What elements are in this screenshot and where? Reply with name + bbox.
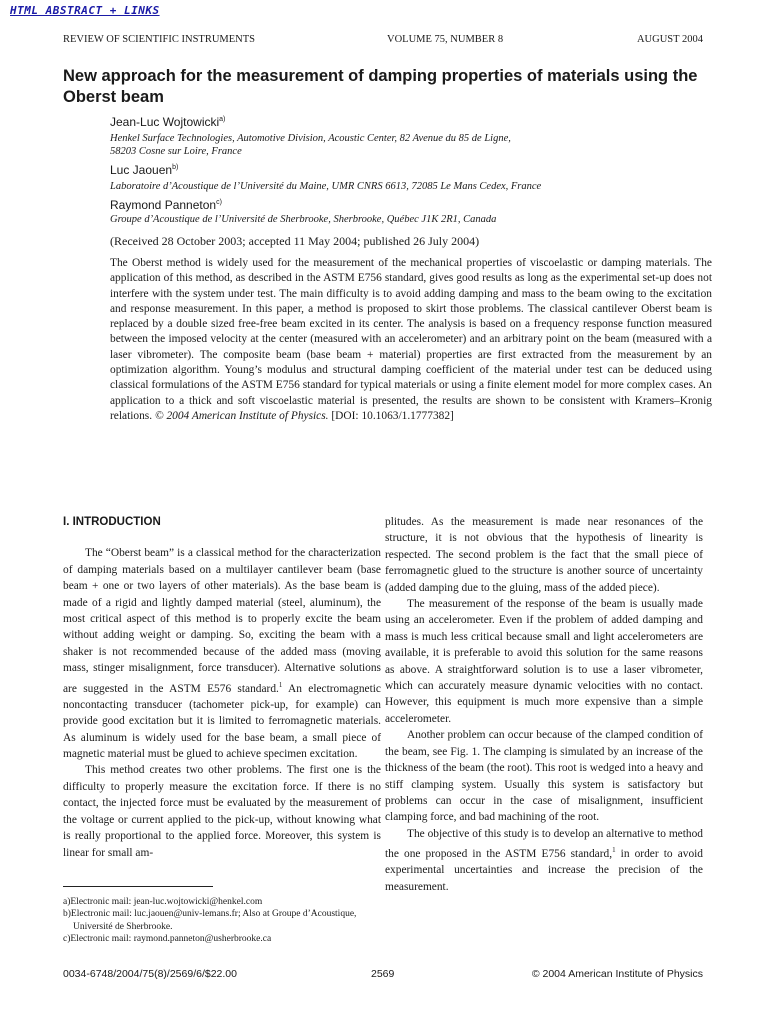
footer-copyright: © 2004 American Institute of Physics	[531, 968, 703, 980]
article-code: 0034-6748/2004/75(8)/2569/6/$22.00	[63, 968, 237, 980]
affiliation-line: Henkel Surface Technologies, Automotive Division, Acoustic Center, 82 Avenue du 85 de Ligne,	[110, 133, 511, 144]
affiliation-line: Laboratoire d’Acoustique de l’Université du Maine, UMR CNRS 6613, 72085 Le Mans Cedex, France	[110, 181, 542, 192]
author-footnote-mark: b)	[172, 164, 179, 171]
paragraph: This method creates two other problems. The first one is the difficulty to properly measure the excitation force. If there is no contact, the injected force must be evaluated by the measurement of the voltage or current applied to the pick-up, without knowing what is really proportional to the applied force. Moreover, this system is linear for small am-	[63, 764, 381, 859]
affiliation-line: Groupe d’Acoustique de l’Université de Sherbrooke, Sherbrooke, Québec J1K 2R1, Canada	[110, 214, 497, 225]
paragraph-text: in order to avoid experimental uncertainties and increase the precision of the measurement.	[385, 847, 704, 893]
volume-number: VOLUME 75, NUMBER 8	[387, 34, 504, 45]
affiliation-line: 58203 Cosne sur Loire, France	[110, 146, 242, 157]
author-3	[110, 198, 222, 212]
html-abstract-links[interactable]: HTML ABSTRACT + LINKS	[10, 4, 160, 17]
footnote-a: a)Electronic mail: jean-luc.wojtowicki@henkel.com	[63, 897, 263, 907]
author-name: Jean-Luc Wojtowicki	[110, 115, 220, 129]
author-footnote-mark: c)	[216, 199, 222, 206]
affiliation-2	[110, 180, 710, 193]
left-column	[63, 514, 381, 861]
footnotes	[63, 896, 381, 945]
paragraph	[385, 826, 703, 895]
paragraph: plitudes. As the measurement is made near resonances of the structure, it is not obvious that the hypothesis of linearity is respected. The second problem is the fact that the small piece of ferromagnetic glued to the structure is another source of uncertainty (added damping due to the gluing, mass of the added piece).	[385, 516, 703, 594]
paragraph: The measurement of the response of the beam is usually made using an accelerometer. Even if the problem of added damping and mass is much less critical because small and light accelerometers are available, it is preferable to avoid this solution for the same reasons as above. A straightforward solution is to use a laser vibrometer, which can accurately measure dynamic velocities with no contact. However, this equipment is much more expensive than a simple accelerometer.	[385, 598, 703, 725]
author-footnote-mark: a)	[219, 116, 226, 123]
doi[interactable]: [DOI: 10.1063/1.1777382]	[331, 409, 454, 422]
author-2	[110, 163, 178, 177]
author-name: Raymond Panneton	[110, 198, 217, 212]
paragraph-text: The objective of this study is to develop an alternative to method the one proposed in the ASTM E756 standard,	[385, 827, 703, 860]
received-dates: (Received 28 October 2003; accepted 11 May 2004; published 26 July 2004)	[110, 234, 480, 248]
paragraph-text: The “Oberst beam” is a classical method for the characterization of damping materials based on a multilayer cantilever beam (base beam + one or two layers of other materials). As the base beam is made of a rigid and lightly damped material (steel, aluminum), the most critical aspect of this method is to properly excite the beam without adding weight or damping. So, exciting the beam with a shaker is not recommended because of the added mass (moving mass, stinger misalignment, force transducer). Alternative solutions are suggested in the ASTM E576 standard.	[63, 547, 381, 695]
footnote-b-continued: Université de Sherbrooke.	[73, 921, 173, 932]
issue-date: AUGUST 2004	[636, 34, 703, 45]
author-name: Luc Jaouen	[110, 163, 173, 177]
paragraph	[63, 545, 381, 762]
paragraph: Another problem can occur because of the clamped condition of the beam, see Fig. 1. The clamping is simulated by an increase of the thickness of the beam (the root). This root is wedged into a heavy and stiff clamping system. Usually this system is satisfactory but problems can occur in the case of misalignment, insufficient clamping force, and bad machining of the root.	[385, 729, 704, 824]
abstract-copyright: © 2004 American Institute of Physics.	[154, 409, 329, 422]
abstract-text: The Oberst method is widely used for the measurement of the mechanical properties of viscoelastic or damping materials. The application of this method, as described in the ASTM E756 standard, gives good results as long as the experimental set-up does not interfere with the system under test. The main difficulty is to avoid adding damping and mass to the beam owing to the excitation and response measurement. In this paper, a method is proposed to skirt those problems. The classical cantilever Oberst beam is replaced by a double sized free-free beam excited in its center. The analysis is based on a frequency response function measured between the imposed velocity at the center (measured with an accelerometer) and an arbitrary point on the beam (measured with a laser vibrometer). The composite beam (base beam + material) properties are first extracted from the measurement by an optimization algorithm. Young’s modulus and structural damping coefficient of the material under test can be deduced using classical formulations of the ASTM E756 standard for typical materials or using a finite element model for more complex cases. An application to a thick and soft viscoelastic material is presented, the results are shown to be consistent with Kramers–Kronig relations.	[110, 257, 712, 422]
page-number: 2569	[371, 968, 395, 980]
footnote-b: b)Electronic mail: luc.jaouen@univ-lemans.fr; Also at Groupe d’Acoustique,	[63, 909, 357, 920]
section-heading: I. INTRODUCTION	[63, 516, 161, 528]
reference-mark[interactable]: 1	[278, 680, 283, 689]
right-column	[385, 514, 703, 895]
paper-title: New approach for the measurement of damping properties of materials using the Oberst beam	[63, 67, 698, 106]
author-1	[110, 115, 225, 129]
journal-name: REVIEW OF SCIENTIFIC INSTRUMENTS	[63, 34, 256, 45]
affiliation-1	[110, 132, 710, 158]
paragraph-text: An electromagnetic noncontacting transducer (tachometer pick-up, for example) can provide good excitation but it is limited to ferromagnetic materials. As aluminum is widely used for the base beam, a small piece of magnetic material must be glued to achieve specimen excitation.	[63, 682, 381, 761]
abstract	[110, 256, 712, 424]
affiliation-3	[110, 213, 710, 226]
footnote-divider	[63, 886, 213, 887]
footnote-c: c)Electronic mail: raymond.panneton@usherbrooke.ca	[63, 933, 272, 944]
reference-mark[interactable]: 1	[612, 846, 616, 855]
